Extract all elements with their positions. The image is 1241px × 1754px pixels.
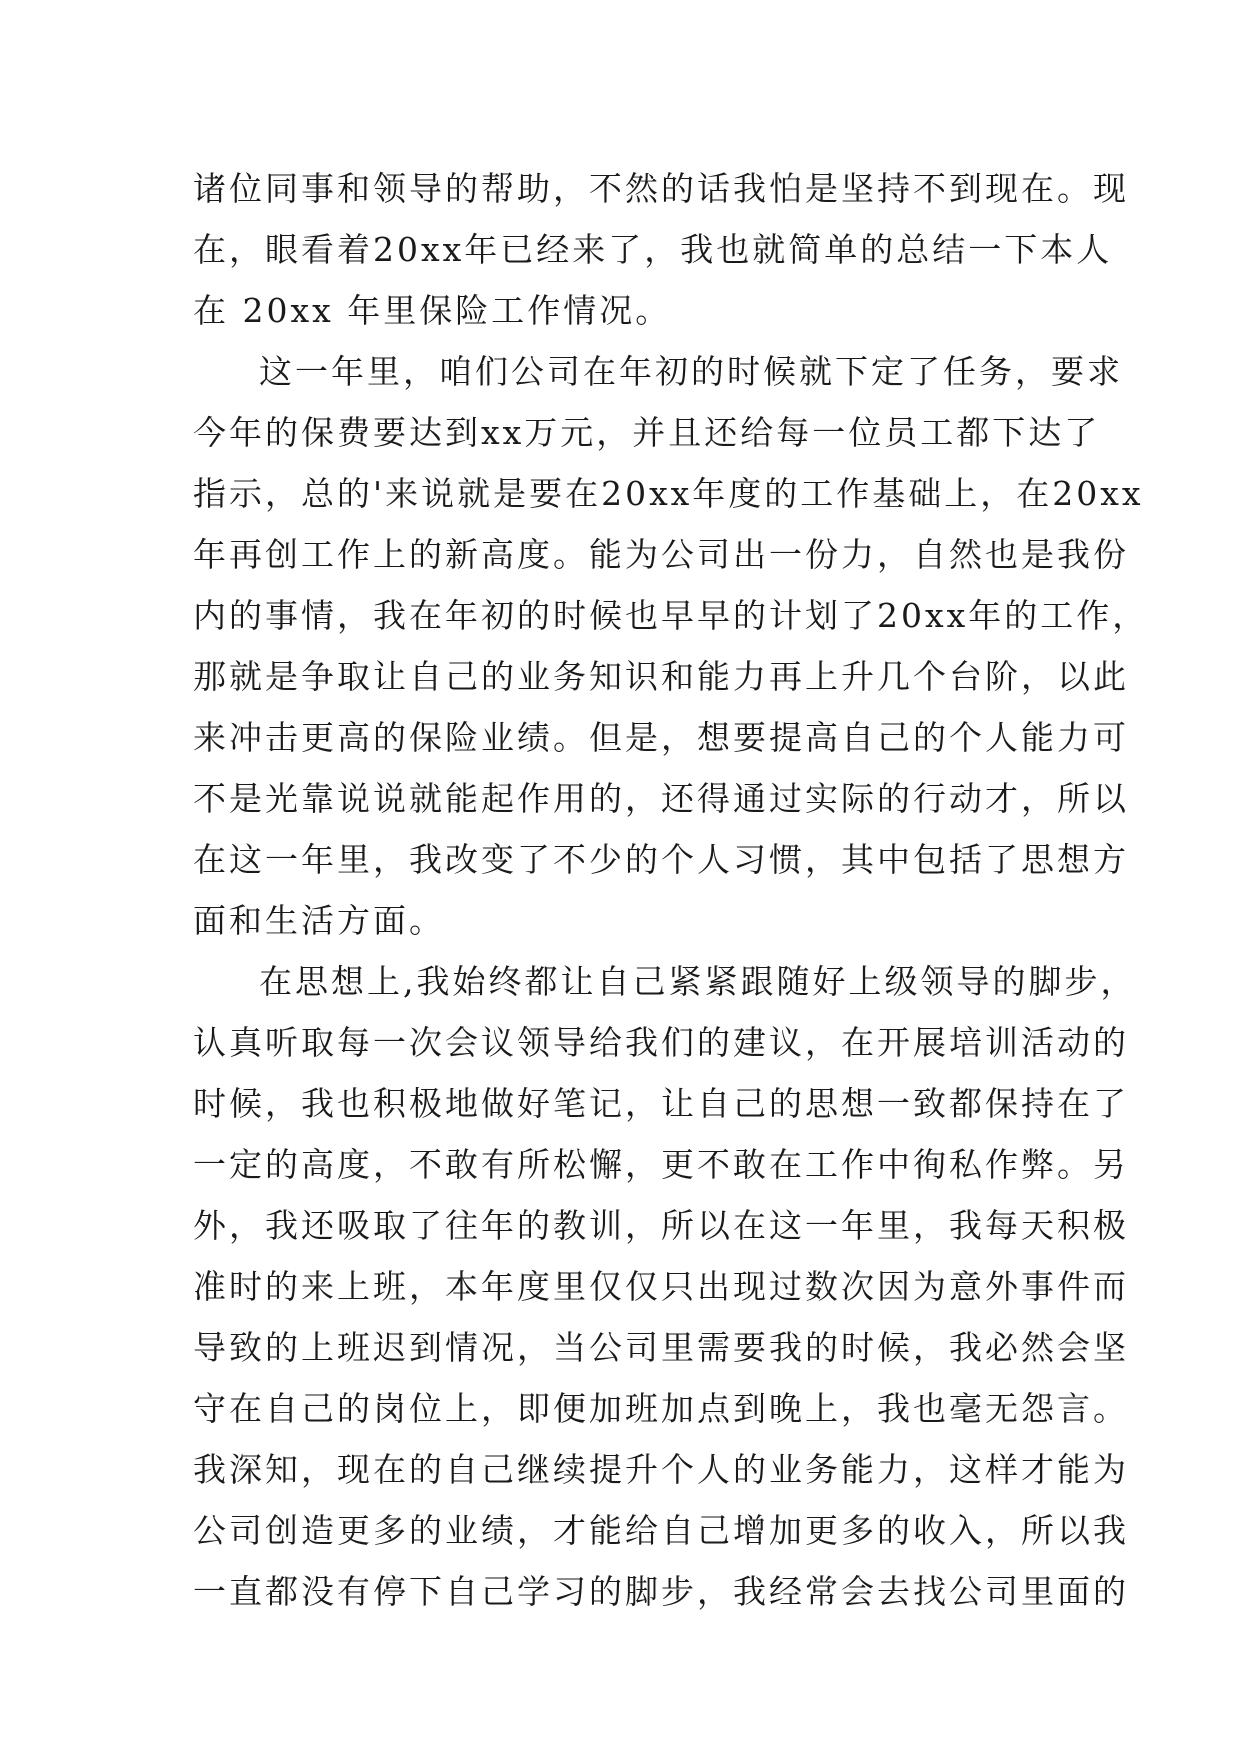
text-line: 在 这 一 年 里 ， 我 改 变 了 不 少 的 个 人 习 惯 ， 其 中 包 括 了 思 想 方 xyxy=(193,840,1129,879)
text-line: 导 致 的 上 班 迟 到 情 况 ， 当 公 司 里 需 要 我 的 时 候 ， 我 必 然 会 坚 xyxy=(193,1328,1129,1367)
text-line: 在 ， 眼 看 着 20xx 年 已 经 来 了 ， 我 也 就 简 单 的 总 结 一 下 本 人 xyxy=(193,230,1113,269)
text-line: 一 定 的 高 度 ， 不 敢 有 所 松 懈 ， 更 不 敢 在 工 作 中 徇 私 作 弊 。 另 xyxy=(193,1145,1129,1184)
text-line: 诸 位 同 事 和 领 导 的 帮 助 ， 不 然 的 话 我 怕 是 坚 持 不 到 现 在 。 现 xyxy=(193,169,1129,208)
text-line: 那 就 是 争 取 让 自 己 的 业 务 知 识 和 能 力 再 上 升 几 个 台 阶 ， 以 此 xyxy=(193,657,1129,696)
text-line: 指 示 ， 总 的 ' 来 说 就 是 要 在 20xx 年 度 的 工 作 基 础 上 ， 在 20xx xyxy=(193,474,1144,513)
text-line: 今 年 的 保 费 要 达 到 xx 万 元 ， 并 且 还 给 每 一 位 员 工 都 下 达 了 xyxy=(193,413,1101,452)
text-line: 不 是 光 靠 说 说 就 能 起 作 用 的 ， 还 得 通 过 实 际 的 行 动 才 ， 所 以 xyxy=(193,779,1129,818)
text-line: 在 思 想 上 , 我 始 终 都 让 自 己 紧 紧 跟 随 好 上 级 领 导 的 脚 步 ， xyxy=(259,962,1137,1001)
body-text xyxy=(193,158,1149,1622)
text-line: 外 ， 我 还 吸 取 了 往 年 的 教 训 ， 所 以 在 这 一 年 里 ， 我 每 天 积 极 xyxy=(193,1206,1129,1245)
text-line: 在 20xx 年里保险工作情况。 xyxy=(193,291,672,330)
text-line: 守 在 自 己 的 岗 位 上 ， 即 便 加 班 加 点 到 晚 上 ， 我 也 毫 无 怨 言 。 xyxy=(193,1389,1129,1428)
text-line: 这 一 年 里 ， 咱 们 公 司 在 年 初 的 时 候 就 下 定 了 任 务 ， 要 求 xyxy=(259,352,1123,391)
text-line: 我 深 知 ， 现 在 的 自 己 继 续 提 升 个 人 的 业 务 能 力 ， 这 样 才 能 为 xyxy=(193,1450,1129,1489)
text-line: 面和生活方面。 xyxy=(193,901,445,940)
text-line: 公 司 创 造 更 多 的 业 绩 ， 才 能 给 自 己 增 加 更 多 的 收 入 ， 所 以 我 xyxy=(193,1511,1129,1550)
text-line: 年 再 创 工 作 上 的 新 高 度 。 能 为 公 司 出 一 份 力 ， 自 然 也 是 我 份 xyxy=(193,535,1129,574)
text-line: 认 真 听 取 每 一 次 会 议 领 导 给 我 们 的 建 议 ， 在 开 展 培 训 活 动 的 xyxy=(193,1023,1129,1062)
text-line: 一 直 都 没 有 停 下 自 己 学 习 的 脚 步 ， 我 经 常 会 去 找 公 司 里 面 的 xyxy=(193,1572,1129,1611)
text-line: 时 候 ， 我 也 积 极 地 做 好 笔 记 ， 让 自 己 的 思 想 一 致 都 保 持 在 了 xyxy=(193,1084,1129,1123)
text-line: 内 的 事 情 ， 我 在 年 初 的 时 候 也 早 早 的 计 划 了 20xx 年 的 工 作 ， xyxy=(193,596,1149,635)
text-line: 来 冲 击 更 高 的 保 险 业 绩 。 但 是 ， 想 要 提 高 自 己 的 个 人 能 力 可 xyxy=(193,718,1129,757)
text-line: 准 时 的 来 上 班 ， 本 年 度 里 仅 仅 只 出 现 过 数 次 因 为 意 外 事 件 而 xyxy=(193,1267,1129,1306)
